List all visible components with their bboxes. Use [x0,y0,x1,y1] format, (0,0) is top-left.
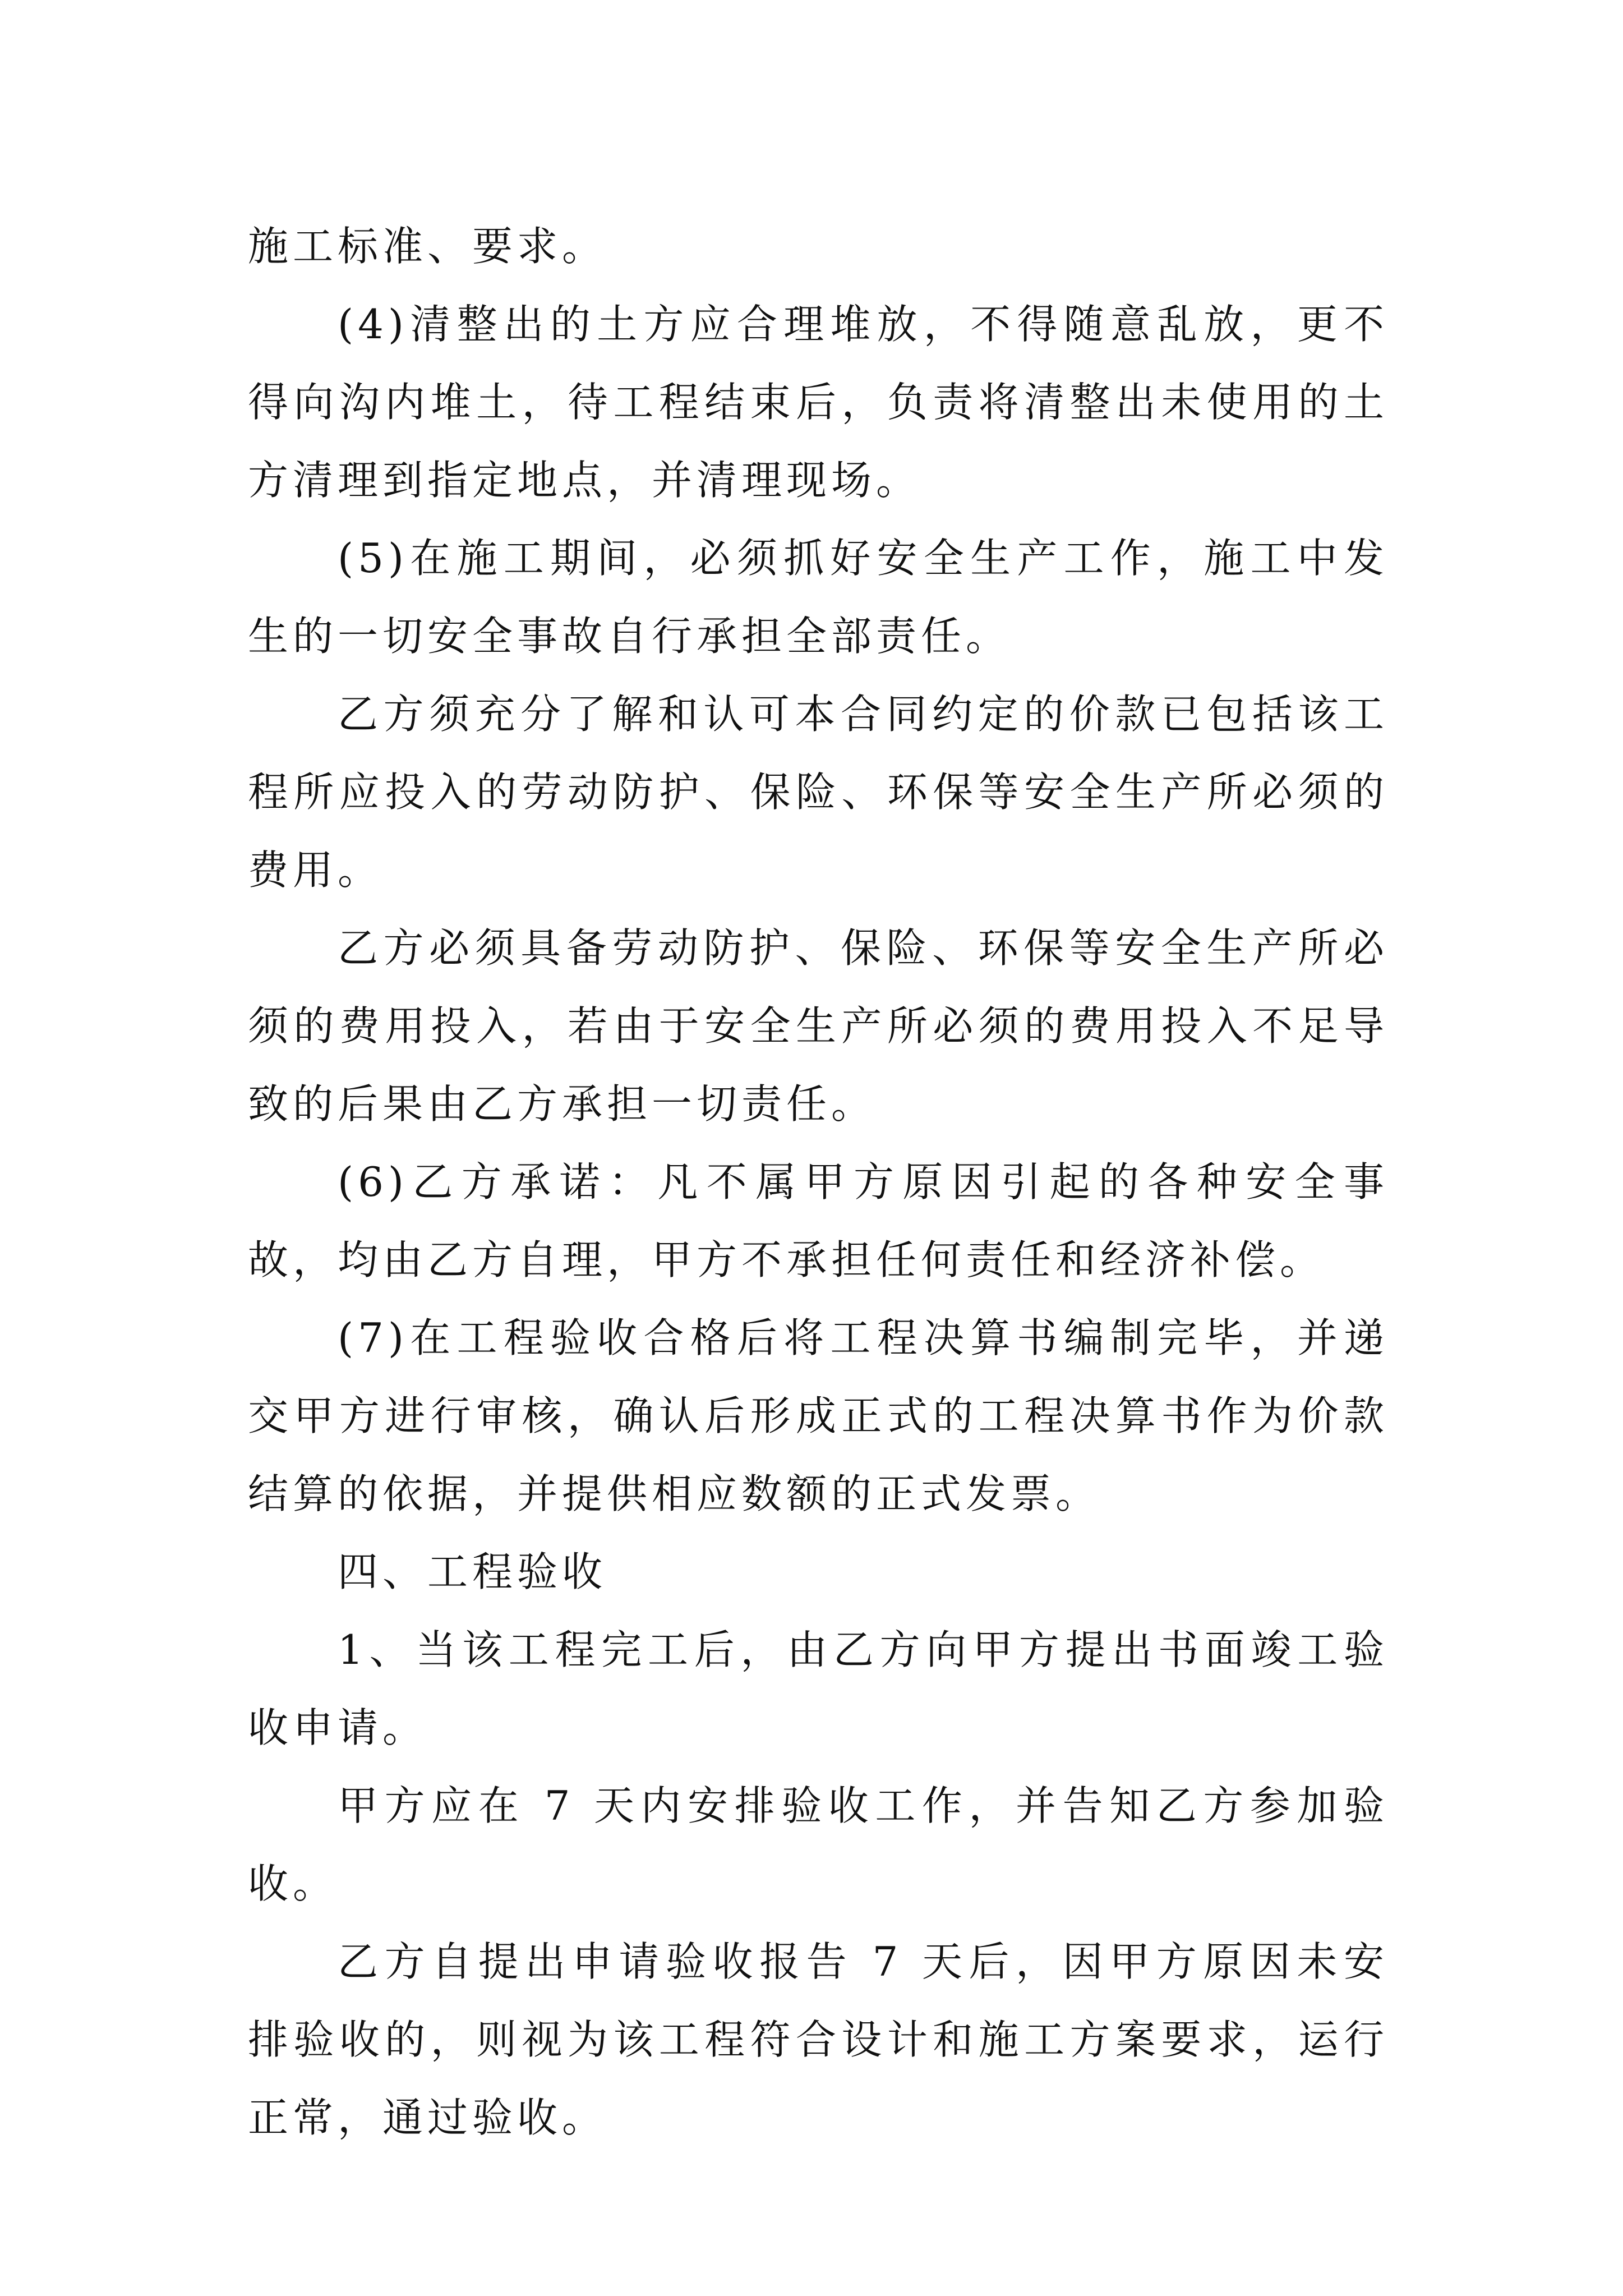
section-heading-acceptance: 四、工程验收 [338,1548,607,1595]
paragraph-standards-continued: 施工标准、要求。 [248,223,607,270]
paragraph-safety-investment: 乙方必须具备劳动防护、保险、环保等安全生产所必须的费用投入，若由于安全生产所必须的费用投入不足导致的后果由乙方承担一切责任。 [248,924,1389,1128]
paragraph-price-includes-safety: 乙方须充分了解和认可本合同约定的价款已包括该工程所应投入的劳动防护、保险、环保等安全生产所必须的费用。 [248,691,1389,894]
document-body [248,208,1389,2157]
paragraph-item-6: (6)乙方承诺：凡不属甲方原因引起的各种安全事故，均由乙方自理，甲方不承担任何责任和经济补偿。 [248,1158,1389,1283]
paragraph-item-7: (7)在工程验收合格后将工程决算书编制完毕，并递交甲方进行审核，确认后形成正式的工程决算书作为价款结算的依据，并提供相应数额的正式发票。 [248,1314,1389,1517]
paragraph-item-5: (5)在施工期间，必须抓好安全生产工作，施工中发生的一切安全事故自行承担全部责任。 [248,535,1389,660]
paragraph-acceptance-deemed: 乙方自提出申请验收报告 7 天后，因甲方原因未安排验收的，则视为该工程符合设计和施工方案要求，运行正常，通过验收。 [248,1938,1389,2141]
paragraph-acceptance-1: 1、当该工程完工后，由乙方向甲方提出书面竣工验收申请。 [248,1626,1389,1751]
paragraph-item-4: (4)清整出的土方应合理堆放，不得随意乱放，更不得向沟内堆土，待工程结束后，负责将清整出未使用的土方清理到指定地点，并清理现场。 [248,301,1389,504]
paragraph-acceptance-arrangement: 甲方应在 7 天内安排验收工作，并告知乙方参加验收。 [248,1782,1389,1907]
